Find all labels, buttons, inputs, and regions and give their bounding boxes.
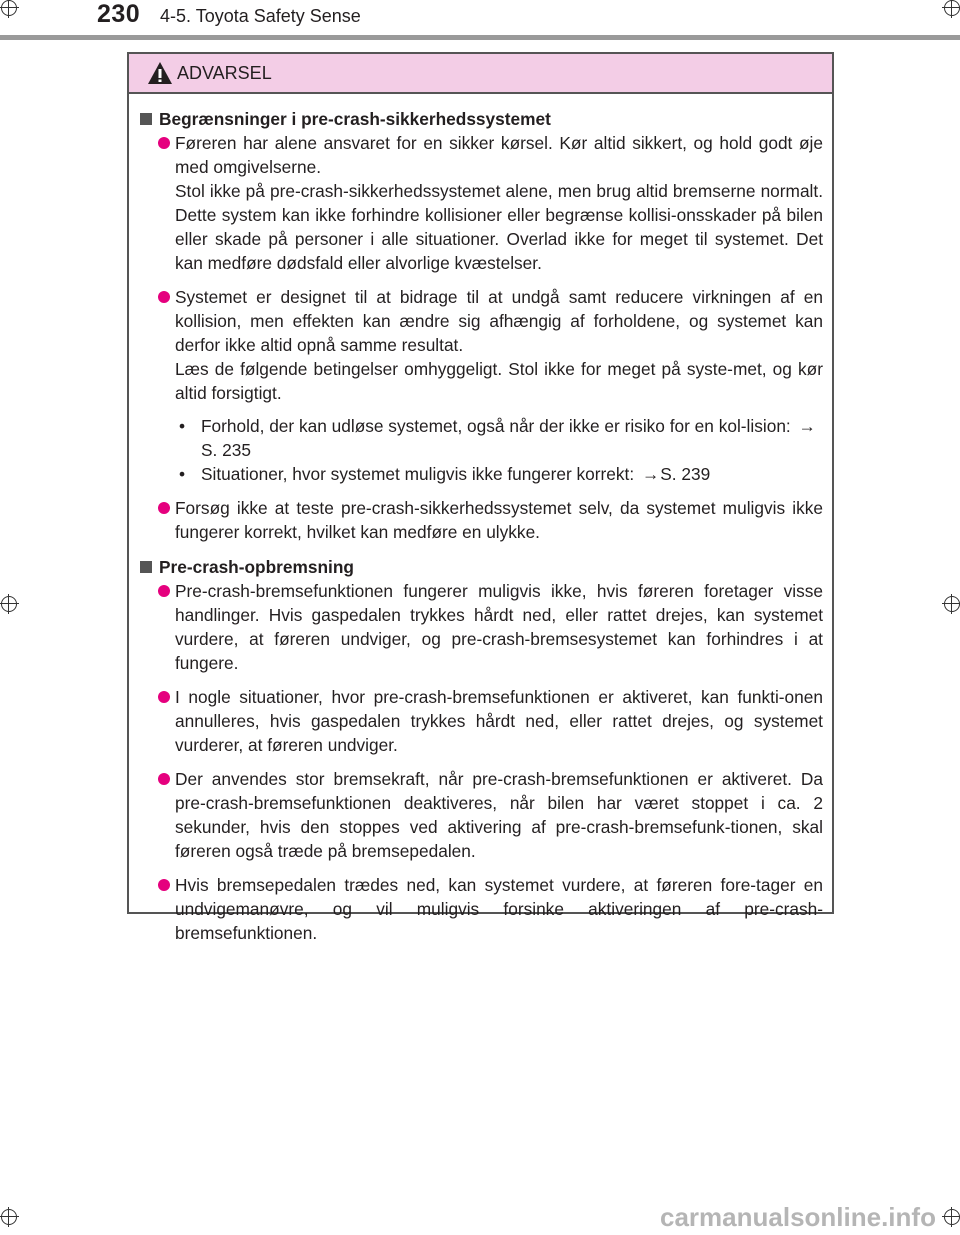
registration-mark-icon — [942, 0, 960, 18]
section-heading-text: Pre-crash-opbremsning — [159, 557, 354, 577]
page-reference-link[interactable]: S. 239 — [660, 464, 711, 484]
bullet-item — [140, 873, 823, 945]
warning-section — [140, 555, 823, 945]
header-divider — [0, 35, 960, 40]
sub-item-text: Situationer, hvor systemet muligvis ikke fungerer korrekt: — [201, 464, 635, 484]
sub-list-item: • Forhold, der kan udløse systemet, også når der ikke er risiko for en kol-lision: →S. 235 — [179, 416, 816, 460]
square-bullet-icon — [140, 113, 152, 125]
round-bullet-icon — [158, 585, 170, 597]
round-bullet-icon — [158, 879, 170, 891]
round-bullet-icon — [158, 691, 170, 703]
bullet-item — [140, 767, 823, 863]
bullet-paragraph: Hvis bremsepedalen trædes ned, kan systemet vurdere, at føreren fore-tager en undvigemanøvre, og vil muligvis forsinke aktiveringen af pre-crash-bremsefunktionen. — [175, 875, 823, 943]
warning-label: ADVARSEL — [177, 62, 272, 83]
sub-list-item: • Situationer, hvor systemet muligvis ikke fungerer korrekt: →S. 239 — [179, 464, 711, 484]
bullet-item — [140, 579, 823, 675]
warning-header — [129, 54, 832, 94]
registration-mark-icon — [942, 594, 960, 614]
registration-mark-icon — [0, 1207, 19, 1227]
warning-section — [140, 107, 823, 544]
section-heading-text: Begrænsninger i pre-crash-sikkerhedssystemet — [159, 109, 551, 129]
round-bullet-icon — [158, 291, 170, 303]
section-heading — [140, 107, 823, 131]
registration-mark-icon — [0, 594, 19, 614]
sub-item-text: Forhold, der kan udløse systemet, også når der ikke er risiko for en kol-lision: — [201, 416, 791, 436]
bullet-paragraph: Systemet er designet til at bidrage til at undgå samt reducere virkningen af en kollision, men effekten kan ændre sig afhængig af forholdene, og systemet kan derfor ikke altid opnå samme resultat. — [175, 287, 823, 355]
bullet-paragraph: Pre-crash-bremsefunktionen fungerer muligvis ikke, hvis føreren foretager visse handlinger. Hvis gaspedalen trykkes hårdt ned, eller rattet drejes, kan systemet vurdere, at føreren undviger, og pre-crash-bremsesystemet kan forhindres i at fungere. — [175, 581, 823, 673]
page-number: 230 — [97, 0, 141, 28]
bullet-paragraph: Der anvendes stor bremsekraft, når pre-crash-bremsefunktionen er aktiveret. Da pre-crash-bremsefunktionen deaktiveres, når bilen har været stoppet i ca. 2 sekunder, hvis den stoppes ved aktivering af pre-crash-bremsefunk-tionen, skal føreren også træde på bremsepedalen. — [175, 769, 823, 861]
round-bullet-icon — [158, 137, 170, 149]
section-heading — [140, 555, 823, 579]
section-title: 4-5. Toyota Safety Sense — [160, 6, 361, 26]
bullet-paragraph: Forsøg ikke at teste pre-crash-sikkerhedssystemet selv, da systemet muligvis ikke fungerer korrekt, hvilket kan medføre en ulykke. — [175, 498, 823, 542]
round-bullet-icon — [158, 502, 170, 514]
warning-content — [129, 94, 832, 945]
registration-mark-icon — [942, 1207, 960, 1227]
warning-triangle-icon — [147, 61, 173, 85]
bullet-paragraph: Føreren har alene ansvaret for en sikker kørsel. Kør altid sikkert, og hold godt øje med omgivelserne. — [175, 133, 823, 177]
page-reference-link[interactable]: S. 235 — [201, 440, 251, 460]
warning-box — [127, 52, 834, 943]
bullet-paragraph: Stol ikke på pre-crash-sikkerhedssystemet alene, men brug altid bremserne normalt. Dette system kan ikke forhindre kollisioner eller begrænse kollisi-onsskader på bilen eller skade på personer i alle situationer. Overlad ikke for meget til systemet. Det kan medføre dødsfald eller alvorlige kvæstelser. — [175, 181, 823, 273]
square-bullet-icon — [140, 561, 152, 573]
watermark: carmanualsonline.info — [660, 1202, 936, 1232]
bullet-item — [140, 685, 823, 757]
registration-mark-icon — [0, 0, 19, 18]
bullet-item — [140, 496, 823, 544]
arrow-right-icon: → — [641, 464, 660, 484]
bullet-item — [140, 131, 823, 275]
bullet-paragraph: I nogle situationer, hvor pre-crash-bremsefunktionen er aktiveret, kan funkti-onen annulleres, hvis gaspedalen trykkes hårdt ned, eller rattet drejes, og systemet vurderer, at føreren undviger. — [175, 687, 823, 755]
sub-list — [175, 414, 823, 486]
round-bullet-icon — [158, 773, 170, 785]
arrow-right-icon: → — [798, 416, 816, 436]
bullet-paragraph: Læs de følgende betingelser omhyggeligt. Stol ikke for meget på syste-met, og kør altid forsigtigt. — [175, 359, 823, 403]
bullet-item — [140, 285, 823, 486]
